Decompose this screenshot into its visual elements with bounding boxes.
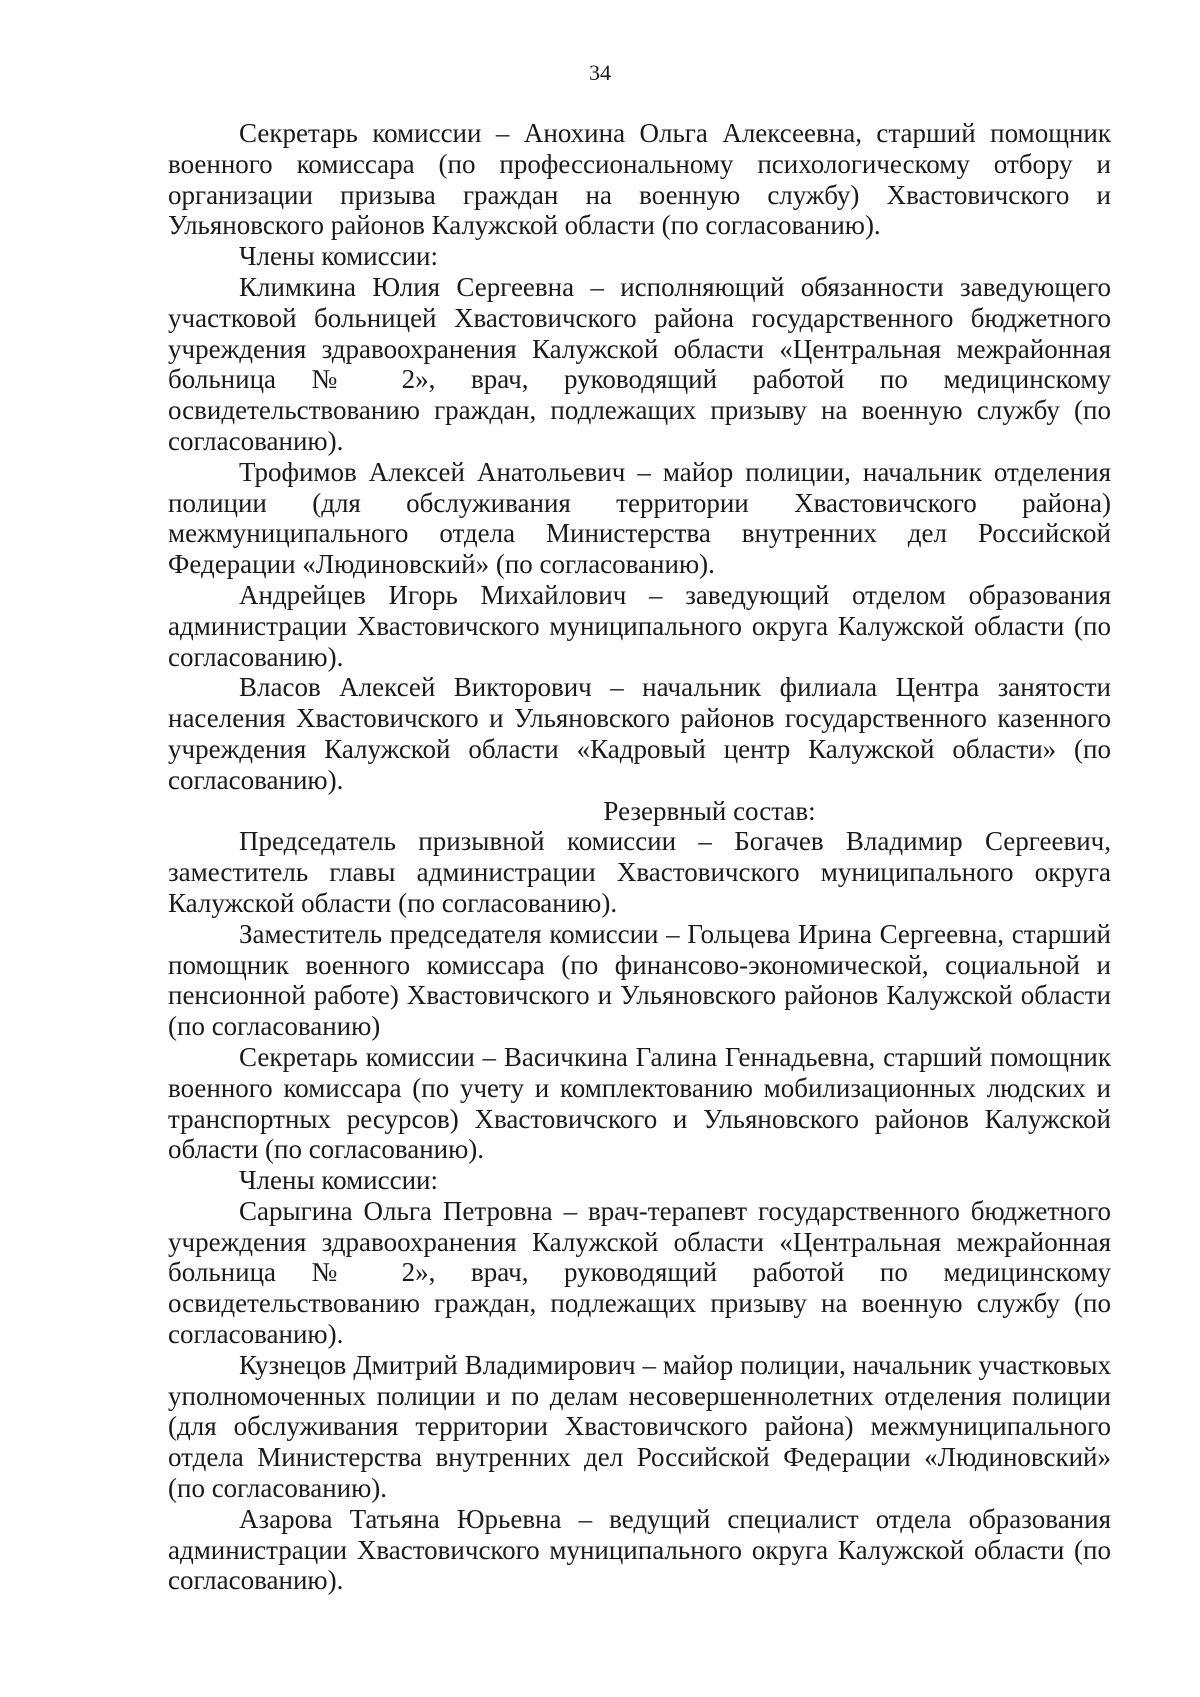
paragraph-member-vlasov: Власов Алексей Викторович – начальник филиала Центра занятости населения Хвастовичского и Ульяновского районов государственного казенного учреждения Калужской области «Кадровый центр Калужской области» (по согласованию). (168, 672, 1111, 795)
paragraph-member-trofimov: Трофимов Алексей Анатольевич – майор полиции, начальник отделения полиции (для обслуживания территории Хвастовичского района) межмуниципального отдела Министерства внутренних дел Российской Федерации «Людиновский» (по согласованию). (168, 456, 1111, 580)
paragraph-reserve-members-heading: Члены комиссии: (239, 1165, 438, 1196)
paragraph-reserve-chairman: Председатель призывной комиссии – Богачев Владимир Сергеевич, заместитель главы администрации Хвастовичского муниципального округа Калужской области (по согласованию). (168, 826, 1111, 918)
paragraph-members-heading: Члены комиссии: (239, 241, 438, 272)
paragraph-reserve-member-kuznetsov: Кузнецов Дмитрий Владимирович – майор полиции, начальник участковых уполномоченных полиции и по делам несовершеннолетних отделения полиции (для обслуживания территории Хвастовичского района) межмуниципального отдела Министерства внутренних дел Российской Федерации «Людиновский» (по согласованию). (168, 1349, 1111, 1504)
document-body (168, 118, 1111, 1596)
paragraph-member-andreytsev: Андрейцев Игорь Михайлович – заведующий отделом образования администрации Хвастовичского муниципального округа Калужской области (по согласованию). (168, 579, 1111, 672)
reserve-heading: Резервный состав: (603, 795, 816, 826)
paragraph-reserve-deputy: Заместитель председателя комиссии – Гольцева Ирина Сергеевна, старший помощник военного комиссара (по финансово-экономической, социальной и пенсионной работе) Хвастовичского и Ульяновского районов Калужской области (по согласованию) (168, 918, 1111, 1042)
paragraph-reserve-member-sarygina: Сарыгина Ольга Петровна – врач-терапевт государственного бюджетного учреждения здравоохранения Калужской области «Центральная межрайонная больница № 2», врач, руководящий работой по медицинскому освидетельствованию граждан, подлежащих призыву на военную службу (по согласованию). (168, 1195, 1111, 1350)
paragraph-secretary: Секретарь комиссии – Анохина Ольга Алексеевна, старший помощник военного комиссара (по профессиональному психологическому отбору и организации призыва граждан на военную службу) Хвастовичского и Ульяновского районов Калужской области (по согласованию). (168, 118, 1111, 241)
paragraph-reserve-secretary: Секретарь комиссии – Васичкина Галина Геннадьевна, старший помощник военного комиссара (по учету и комплектованию мобилизационных людских и транспортных ресурсов) Хвастовичского и Ульяновского районов Калужской области (по согласованию). (168, 1041, 1111, 1165)
paragraph-member-klimkina: Климкина Юлия Сергеевна – исполняющий обязанности заведующего участковой больницей Хвастовичского района государственного бюджетного учреждения здравоохранения Калужской области «Центральная межрайонная больница № 2», врач, руководящий работой по медицинскому освидетельствованию граждан, подлежащих призыву на военную службу (по согласованию). (168, 271, 1111, 456)
page-number: 34 (589, 60, 611, 85)
paragraph-reserve-member-azarova: Азарова Татьяна Юрьевна – ведущий специалист отдела образования администрации Хвастовичского муниципального округа Калужской области (по согласованию). (168, 1503, 1111, 1596)
